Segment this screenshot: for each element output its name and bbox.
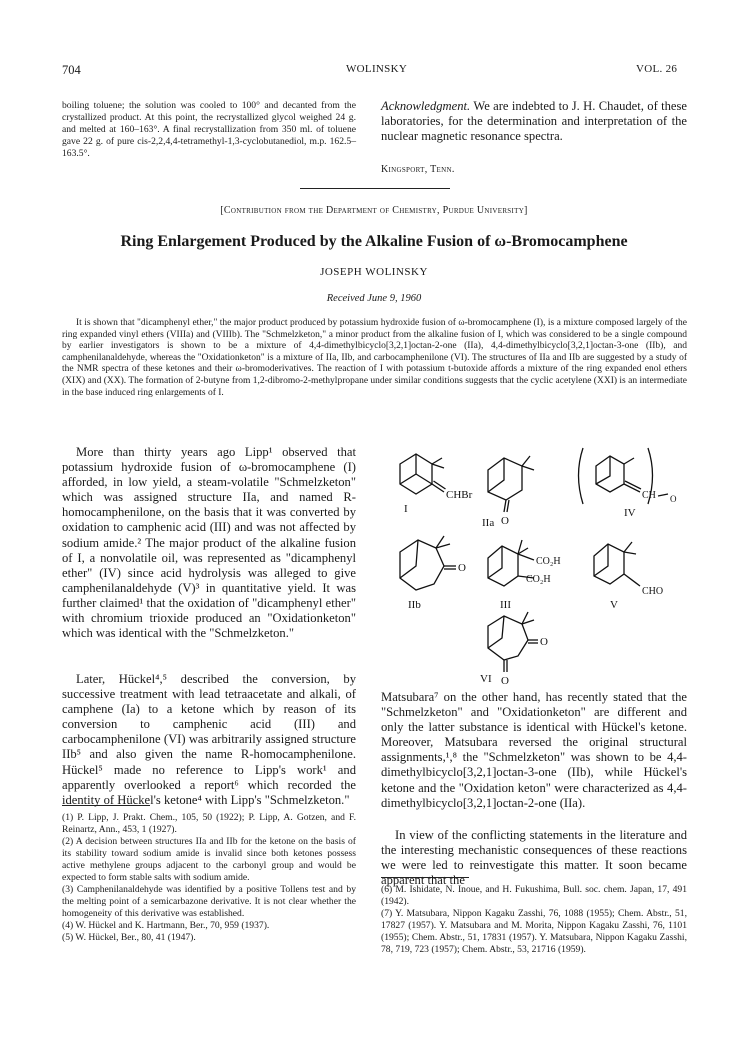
label-IIa: IIa <box>482 517 495 529</box>
running-author: WOLINSKY <box>346 63 408 75</box>
footnotes-right <box>381 884 687 956</box>
contribution-line: [Contribution from the Department of Chemistry, Purdue University] <box>220 205 528 216</box>
label-o-IV: O <box>670 494 677 504</box>
structure-I <box>400 454 473 515</box>
label-o-IIb: O <box>458 562 466 574</box>
structure-IIa <box>482 456 534 529</box>
label-IV: IV <box>624 507 636 519</box>
label-VI: VI <box>480 673 492 685</box>
footnote-5: (5) W. Hückel, Ber., 80, 41 (1947). <box>62 932 196 943</box>
left-paragraph-2: Later, Hückel⁴,⁵ described the conversion, by successive treatment with lead tetraacetate and alkali, of camphene (Ia) to a ketone which by reason of its conversion to camphenic acid (III) and carbocamphenilone (VI) was arbitrarily assigned structure IIb⁵ and also given the name R-homocamphenilone. Hückel⁵ made no reference to Lipp's work¹ and apparently overlooked a report⁶ which recorded the identity of Hückel's ketone⁴ with Lipp's "Schmelzketon." <box>62 672 356 807</box>
footnotes-left <box>62 812 356 944</box>
location: Kingsport, Tenn. <box>381 164 455 175</box>
label-III: III <box>500 599 511 611</box>
label-o-VI-2: O <box>501 675 509 687</box>
separator-rule <box>300 188 450 189</box>
acknowledgment <box>381 99 687 144</box>
structure-III <box>488 540 561 611</box>
label-o-VI-1: O <box>540 636 548 648</box>
label-I: I <box>404 503 408 515</box>
abstract: It is shown that "dicamphenyl ether," the major product produced by potassium hydroxide fusion of ω-bromocamphene (I), is a mixture composed largely of the ring expanded vinyl ethers (VIIIa) and (VIIIb). The "Schmelzketon," a minor product from the alkaline fusion of I, which was considered to be a single compound by earlier investigators is shown to be a mixture of 4,4-dimethylbicyclo[3,2,1]octan-2-one (IIa), 4,4-dimethylbicyclo[3,2,1]octan-3-one (IIb), and camphenilanaldehyde, whereas the "Oxidationketon" is a mixture of IIa, IIb, and carbocamphenilone (VI). The structures of IIa and IIb are suggested by a study of the NMR spectra of these ketones and their ω-bromoderivatives. The reaction of I with potassium t-butoxide affords a mixture of the ring expanded enol ethers (XIX) and (XX). The formation of 2-butyne from 1,2-dibromo-2-methylpropane under similar conditions suggests that the cyclic acetylene (XXI) is an intermediate in the base induced ring enlargements of I. <box>62 318 687 398</box>
footnote-rule-right <box>381 877 469 878</box>
left-paragraph-1: More than thirty years ago Lipp¹ observed that potassium hydroxide fusion of ω-bromocamphene (I) afforded, in low yield, a steam-volatile "Schmelzketon" which was assigned structure IIa, and named R-homocamphenilone, on the basis that it was converted by oxidation to camphenic acid (III) and was not affected by sodium amide.² The major product of the alkaline fusion of I, a nonvolatile oil, was represented as "dicamphenyl ether" (IV) since acid hydrolysis was alleged to give camphenilanaldehyde (V)³ in quantitative yield. It was further claimed¹ that the oxidation of "dicamphenyl ether" with chromium trioxide produced an "Oxidationketon" which was identical with the "Schmelzketon." <box>62 445 356 641</box>
label-chbr: CHBr <box>446 489 473 501</box>
structure-IV <box>579 448 678 519</box>
acknowledgment-label: Acknowledgment. <box>381 99 471 113</box>
structure-V <box>594 542 663 611</box>
structures-figure <box>378 440 690 690</box>
footnote-4: (4) W. Hückel and K. Hartmann, Ber., 70, 959 (1937). <box>62 920 270 931</box>
acknowledgment-text: We are indebted to J. H. Chaudet, of these laboratories, for the determination and interpretation of the nuclear magnetic resonance spectra. <box>381 99 687 144</box>
label-co2h-2: CO₂H <box>526 574 551 585</box>
label-IIb: IIb <box>408 599 421 611</box>
label-V: V <box>610 599 618 611</box>
footnote-7: (7) Y. Matsubara, Nippon Kagaku Zasshi, 76, 1088 (1955); Chem. Abstr., 51, 17827 (1957). Y. Matsubara and M. Morita, Nippon Kagaku Zasshi, 76, 1101 (1955); Chem. Abstr., 51, 17831 (1957). Y. Matsubara, Nippon Kagaku Zasshi, 78, 719, 723 (1957); Chem. Abstr., 53, 21716 (1959). <box>381 908 687 955</box>
page-number: 704 <box>62 63 81 77</box>
footnote-3: (3) Camphenilanaldehyde was identified by a positive Tollens test and by the melting point of a semicarbazone derivative. It is not clear whether the homogeneity of this derivative was established. <box>62 884 356 919</box>
article-author: JOSEPH WOLINSKY <box>320 266 428 278</box>
footnote-rule-left <box>62 805 150 806</box>
label-cho: CHO <box>642 586 664 597</box>
footnote-6: (6) M. Ishidate, N. Inoue, and H. Fukushima, Bull. soc. chem. Japan, 17, 491 (1942). <box>381 884 687 907</box>
previous-article-text: boiling toluene; the solution was cooled to 100° and decanted from the crystallized product. At this point, the recrystallized glycol weighed 24 g. and melted at 160–163°. A final recrystallization from 350 ml. of toluene gave 22 g. of pure cis-2,2,4,4-tetramethyl-1,3-cyclobutanediol, m.p. 162.5–163.5°. <box>62 100 356 159</box>
structure-IIb <box>400 536 466 611</box>
received-date: Received June 9, 1960 <box>326 293 422 304</box>
right-paragraph-1: Matsubara⁷ on the other hand, has recently stated that the "Schmelzketon" and "Oxidationketon" are different and only the latter substance is identical with Hückel's ketone. Moreover, Matsubara reversed the original structural assignments,¹,⁸ the "Schmelzketon" was shown to be 4,4-dimethylbicyclo[3,2,1]octan-3-one (IIb), while Hückel's ketone and the "Oxidation keton" were characterized as 4,4-dimethylbicyclo[3,2,1]octan-2-one (IIa). <box>381 690 687 810</box>
label-ch: CH <box>642 490 656 501</box>
label-o-IIa: O <box>501 515 509 527</box>
label-co2h-1: CO₂H <box>536 556 561 567</box>
footnote-2: (2) A decision between structures IIa and IIb for the ketone on the basis of its stability toward sodium amide is invalid since both ketones possess active methylene groups adjacent to the carbonyl group and would be expected to form stable salts with sodium amide. <box>62 836 356 883</box>
footnote-1: (1) P. Lipp, J. Prakt. Chem., 105, 50 (1922); P. Lipp, A. Gotzen, and F. Reinartz, Ann., 453, 1 (1927). <box>62 812 356 835</box>
right-paragraph-2: In view of the conflicting statements in the literature and the interesting mechanistic consequences of these reactions we were led to reinvestigate this matter. It soon became apparent that the <box>381 828 687 888</box>
article-title: Ring Enlargement Produced by the Alkaline Fusion of ω-Bromocamphene <box>120 233 628 250</box>
structure-VI <box>480 612 548 687</box>
volume-label: VOL. 26 <box>636 63 678 75</box>
